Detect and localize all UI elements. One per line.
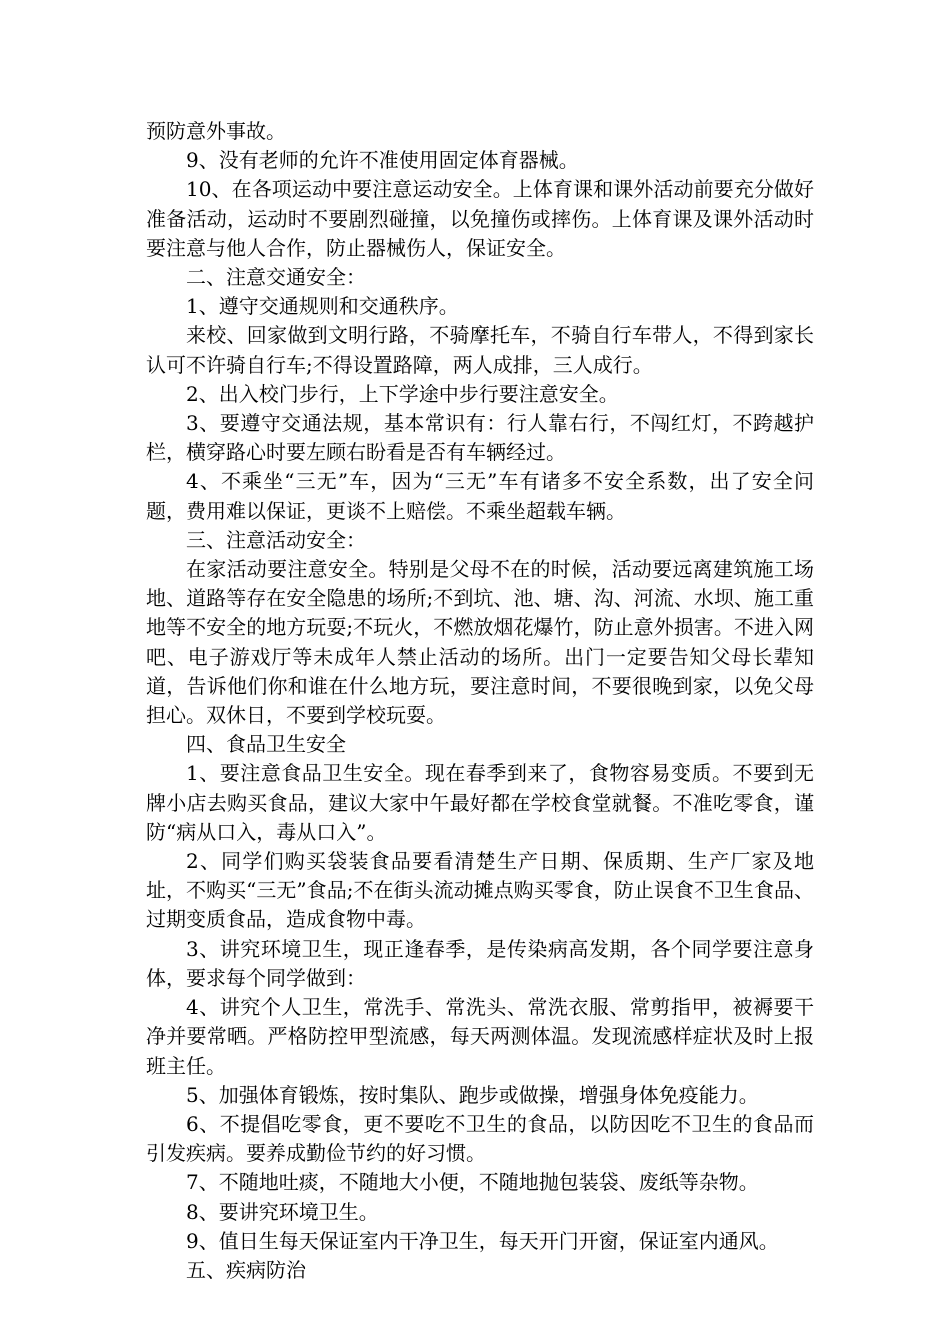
paragraph: 预防意外事故。 <box>146 119 286 143</box>
paragraph: 9、没有老师的允许不准使用固定体育器械。 <box>186 148 579 173</box>
section-heading: 二、注意交通安全： <box>186 265 366 290</box>
paragraph: 3、要遵守交通法规，基本常识有：行人靠右行，不闯红灯，不跨越护栏，横穿路心时要左顾右盼看是否有车辆经过。 <box>146 411 814 465</box>
paragraph: 6、不提倡吃零食，更不要吃不卫生的食品，以防因吃不卫生的食品而引发疾病。要养成勤俭节约的好习惯。 <box>146 1111 814 1166</box>
paragraph: 2、出入校门步行，上下学途中步行要注意安全。 <box>186 381 619 406</box>
paragraph: 来校、回家做到文明行路，不骑摩托车，不骑自行车带人，不得到家长认可不许骑自行车;不得设置路障，两人成排，三人成行。 <box>146 323 814 377</box>
paragraph: 4、不乘坐“三无”车，因为“三无”车有诸多不安全系数，出了安全问题，费用难以保证，更谈不上赔偿。不乘坐超载车辆。 <box>146 469 814 523</box>
paragraph: 在家活动要注意安全。特别是父母不在的时候，活动要远离建筑施工场地、道路等存在安全隐患的场所;不到坑、池、塘、沟、河流、水坝、施工重地等不安全的地方玩耍;不玩火，不燃放烟花爆竹，防止意外损害。不进入网吧、电子游戏厅等未成年人禁止活动的场所。出门一定要告知父母长辈知道，告诉他们你和谁在什么地方玩，要注意时间，不要很晚到家，以免父母担心。双休日，不要到学校玩耍。 <box>146 557 814 728</box>
paragraph: 8、要讲究环境卫生。 <box>186 1199 379 1224</box>
paragraph: 9、值日生每天保证室内干净卫生，每天开门开窗，保证室内通风。 <box>186 1228 779 1253</box>
paragraph: 3、讲究环境卫生，现正逢春季，是传染病高发期，各个同学要注意身体，要求每个同学做到： <box>146 936 814 990</box>
document-page <box>146 117 814 1285</box>
paragraph: 7、不随地吐痰，不随地大小便，不随地抛包装袋、废纸等杂物。 <box>186 1170 759 1195</box>
section-heading: 五、疾病防治 <box>186 1257 306 1282</box>
section-heading: 三、注意活动安全： <box>186 527 366 552</box>
paragraph: 5、加强体育锻炼，按时集队、跑步或做操，增强身体免疫能力。 <box>186 1082 759 1107</box>
paragraph: 10、在各项运动中要注意运动安全。上体育课和课外活动前要充分做好准备活动，运动时不要剧烈碰撞，以免撞伤或摔伤。上体育课及课外活动时要注意与他人合作，防止器械伤人，保证安全。 <box>146 177 814 260</box>
paragraph: 2、同学们购买袋装食品要看清楚生产日期、保质期、生产厂家及地址，不购买“三无”食品;不在街头流动摊点购买零食，防止误食不卫生食品、过期变质食品，造成食物中毒。 <box>146 849 814 932</box>
paragraph: 1、遵守交通规则和交通秩序。 <box>186 294 459 319</box>
section-heading: 四、食品卫生安全 <box>186 732 346 757</box>
paragraph: 1、要注意食品卫生安全。现在春季到来了，食物容易变质。不要到无牌小店去购买食品，建议大家中午最好都在学校食堂就餐。不准吃零食，谨防“病从口入，毒从口入”。 <box>146 761 814 844</box>
paragraph: 4、讲究个人卫生，常洗手、常洗头、常洗衣服、常剪指甲，被褥要干净并要常晒。严格防控甲型流感，每天两测体温。发现流感样症状及时上报班主任。 <box>146 995 814 1078</box>
